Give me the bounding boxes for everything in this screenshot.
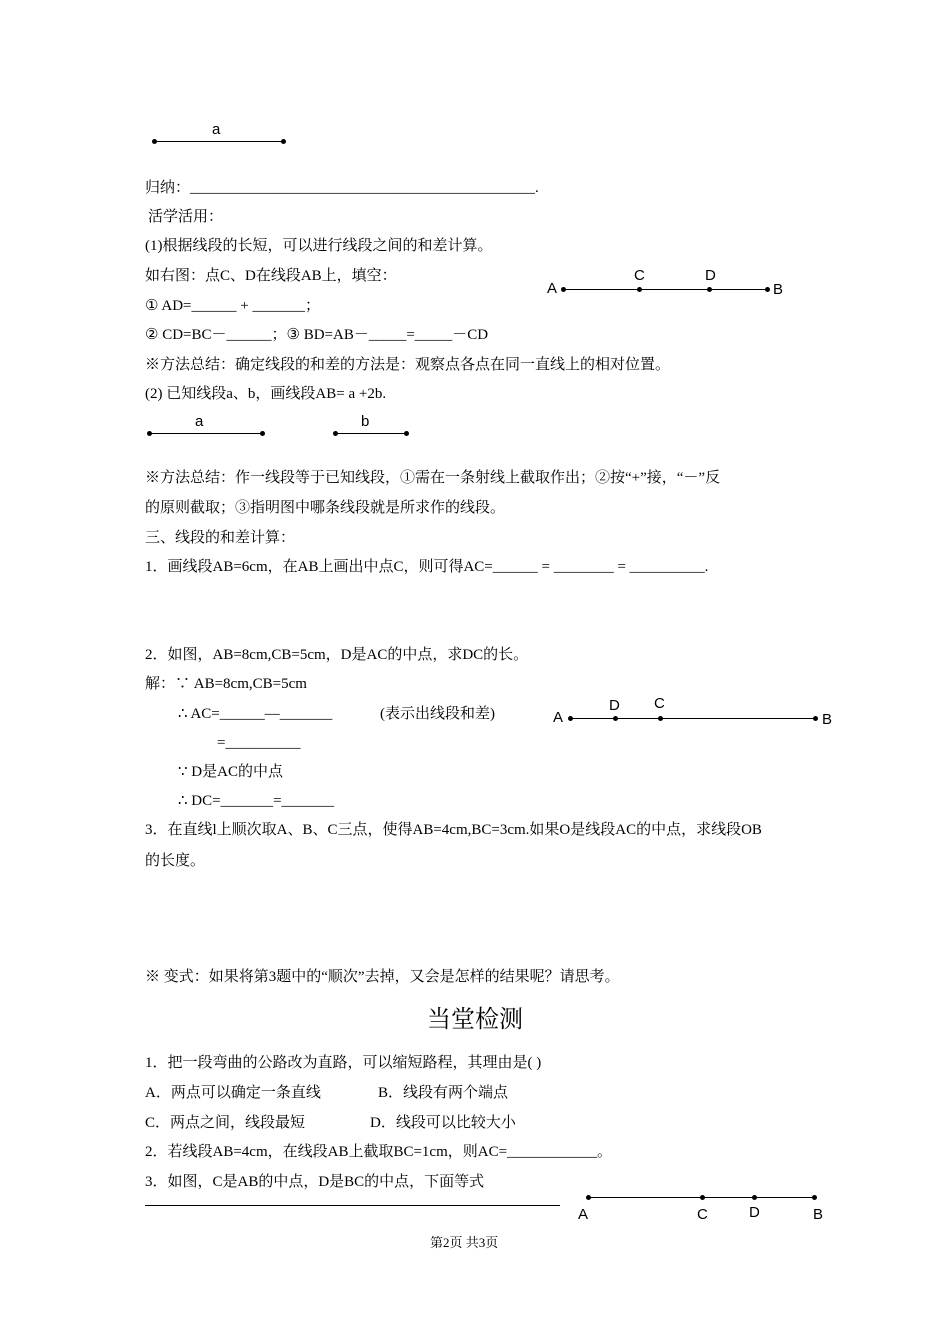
fig2-label-b: B: [822, 711, 833, 728]
fig1-point-b: [765, 287, 770, 292]
question-1: 1．画线段AB=6cm，在AB上画出中点C，则可得AC=______ = ________ = __________.: [145, 559, 709, 575]
fig3-point-a: [586, 1195, 591, 1200]
p1-q2: ② CD=BC－______；③ BD=AB－_____=_____－CD: [145, 327, 489, 343]
segment-a-top-label: a: [212, 121, 221, 138]
solution-line-2: ∴ AC=______—_______: [178, 706, 333, 722]
section-3-heading: 三、线段的和差计算：: [145, 530, 296, 546]
fig2-label-c: C: [654, 695, 665, 712]
question-2: 2．如图，AB=8cm,CB=5cm，D是AC的中点，求DC的长。: [145, 647, 529, 663]
question-3-line2: 的长度。: [145, 853, 206, 869]
huoxue-heading: 活学活用：: [148, 209, 224, 225]
fig1-label-d: D: [705, 267, 716, 284]
fig3-point-c: [700, 1195, 705, 1200]
segment-b-end-right: [404, 431, 409, 436]
test-option-d: D．线段可以比较大小: [370, 1115, 516, 1131]
method-summary-2-line1: ※方法总结：作一线段等于已知线段，①需在一条射线上截取作出；②按“+”接，“－”反: [145, 470, 721, 486]
fig2-line-ab: [571, 718, 816, 719]
p2-heading: (2) 已知线段a、b，画线段AB= a +2b.: [145, 386, 387, 402]
footer-rule: [145, 1205, 560, 1206]
fig1-label-b: B: [773, 281, 784, 298]
segment-a: [149, 433, 263, 434]
variant-note: ※ 变式：如果将第3题中的“顺次”去掉，又会是怎样的结果呢？请思考。: [145, 969, 620, 985]
fig2-label-a: A: [553, 709, 564, 726]
segment-b-end-left: [333, 431, 338, 436]
fig1-line-ab: [564, 289, 768, 290]
test-option-c: C．两点之间，线段最短: [145, 1115, 306, 1131]
segment-a-top-end-right: [281, 139, 286, 144]
fig2-point-c: [658, 716, 663, 721]
question-3-line1: 3．在直线l上顺次取A、B、C三点，使得AB=4cm,BC=3cm.如果O是线段AC的中点，求线段OB: [145, 822, 762, 838]
fig2-label-d: D: [609, 697, 620, 714]
segment-a-end-right: [260, 431, 265, 436]
segment-b: [335, 433, 407, 434]
fig3-label-c: C: [697, 1206, 708, 1223]
segment-a-top-end-left: [152, 139, 157, 144]
fig3-point-b: [812, 1195, 817, 1200]
solution-line-1: 解：∵ AB=8cm,CB=5cm: [145, 676, 307, 692]
fig3-label-b: B: [813, 1206, 824, 1223]
fig3-label-d: D: [749, 1204, 760, 1221]
segment-a-label: a: [195, 413, 204, 430]
segment-a-end-left: [147, 431, 152, 436]
test-question-2: 2．若线段AB=4cm，在线段AB上截取BC=1cm，则AC=____________。: [145, 1144, 613, 1160]
fig3-point-d: [752, 1195, 757, 1200]
fig1-point-d: [707, 287, 712, 292]
method-summary-1: ※方法总结：确定线段的和差的方法是：观察点各点在同一直线上的相对位置。: [145, 357, 671, 373]
p1-intro: 如右图：点C、D在线段AB上，填空：: [145, 268, 397, 284]
test-option-a: A．两点可以确定一条直线: [145, 1085, 321, 1101]
page-footer: 第2页 共3页: [430, 1235, 499, 1250]
method-summary-2-line2: 的原则截取；③指明图中哪条线段就是所求作的线段。: [145, 500, 506, 516]
fig2-point-b: [813, 716, 818, 721]
segment-a-top: [154, 141, 284, 142]
test-option-b: B．线段有两个端点: [378, 1085, 509, 1101]
guina-line: 归纳：______________________________________________.: [145, 180, 539, 196]
fig1-label-c: C: [634, 267, 645, 284]
solution-line-4: ∵ D是AC的中点: [178, 764, 283, 780]
p1-heading: (1)根据线段的长短，可以进行线段之间的和差计算。: [145, 238, 493, 254]
fig2-point-d: [613, 716, 618, 721]
test-question-3: 3．如图，C是AB的中点，D是BC的中点，下面等式: [145, 1174, 485, 1190]
test-title: 当堂检测: [427, 1007, 523, 1033]
fig3-label-a: A: [578, 1206, 589, 1223]
fig1-label-a: A: [547, 280, 558, 297]
fig1-point-a: [561, 287, 566, 292]
fig2-point-a: [568, 716, 573, 721]
solution-line-5: ∴ DC=_______=_______: [178, 793, 335, 809]
solution-line-3: =__________: [217, 735, 301, 751]
p1-q1: ① AD=______ + _______；: [145, 298, 320, 314]
solution-note: (表示出线段和差): [380, 706, 495, 722]
fig1-point-c: [637, 287, 642, 292]
test-question-1: 1．把一段弯曲的公路改为直路，可以缩短路程，其理由是( ): [145, 1055, 542, 1071]
segment-b-label: b: [361, 413, 370, 430]
